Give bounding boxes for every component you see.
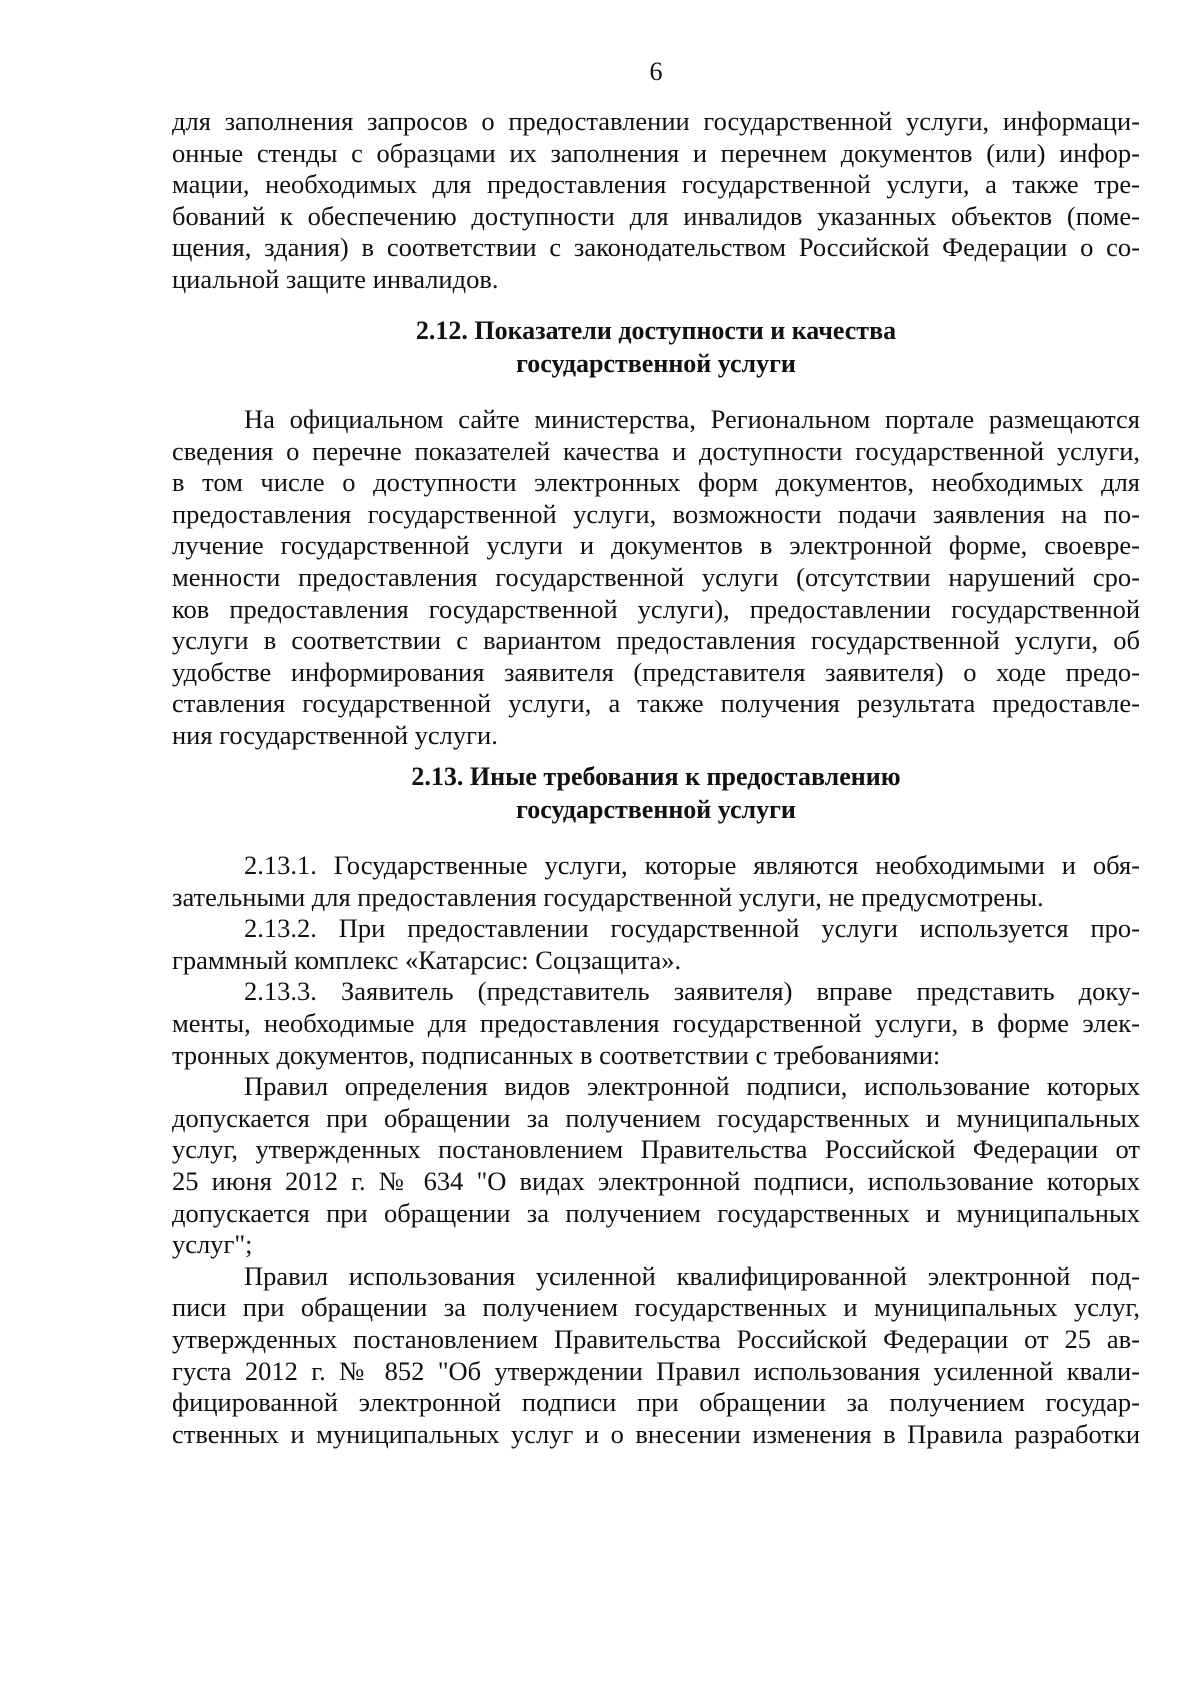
paragraph-line: удобстве информирования заявителя (представителя заявителя) о ходе предо- — [172, 656, 1140, 687]
paragraph-line: щения, здания) в соответствии с законодательством Российской Федерации о со- — [172, 232, 1140, 263]
paragraph-line: менты, необходимые для предоставления государственной услуги, в форме элек- — [172, 1007, 1140, 1038]
section-heading-2-12 — [172, 314, 1140, 380]
paragraph-line: ков предоставления государственной услуги), предоставлении государственной — [172, 593, 1140, 624]
paragraph-line: для заполнения запросов о предоставлении государственной услуги, информаци- — [172, 106, 1140, 136]
paragraph-line: ставления государственной услуги, а также получения результата предоставле- — [172, 688, 1140, 719]
paragraph-line: циальной защите инвалидов. — [172, 263, 499, 294]
heading-line: 2.12. Показатели доступности и качества — [415, 316, 897, 345]
paragraph-line: допускается при обращении за получением государственных и муниципальных — [172, 1102, 1140, 1133]
paragraph-line: Правил определения видов электронной подписи, использование которых — [244, 1071, 1140, 1102]
paragraph-line: Правил использования усиленной квалифицированной электронной под- — [244, 1260, 1140, 1291]
paragraph-line: допускается при обращении за получением государственных и муниципальных — [172, 1197, 1140, 1228]
paragraph-line: ственных и муниципальных услуг и о внесении изменения в Правила разработки — [172, 1418, 1140, 1449]
paragraph-line: 2.13.1. Государственные услуги, которые являются необходимыми и обя- — [244, 850, 1140, 880]
paragraph-line: предоставления государственной услуги, возможности подачи заявления на по- — [172, 498, 1140, 529]
paragraph-line: 25 июня 2012 г. № 634 "О видах электронной подписи, использование которых — [172, 1165, 1140, 1196]
paragraph-line: 2.13.2. При предоставлении государственной услуги используется про- — [244, 913, 1140, 944]
paragraph-line: услуги в соответствии с вариантом предоставления государственной услуги, об — [172, 625, 1140, 656]
paragraph-line: тронных документов, подписанных в соответствии с требованиями: — [172, 1039, 941, 1070]
paragraph-line: мации, необходимых для предоставления государственной услуги, а также тре- — [172, 169, 1140, 200]
paragraph-line: фицированной электронной подписи при обращении за получением государ- — [172, 1387, 1140, 1418]
page-number: 6 — [649, 57, 663, 86]
paragraph-line: онные стенды с образцами их заполнения и перечнем документов (или) инфор- — [172, 137, 1140, 168]
heading-line: государственной услуги — [516, 349, 796, 378]
paragraph-line: утвержденных постановлением Правительства Российской Федерации от 25 ав- — [172, 1323, 1140, 1354]
paragraph-line: 2.13.3. Заявитель (представитель заявителя) вправе представить доку- — [244, 976, 1140, 1007]
paragraph-line: граммный комплекс «Катарсис: Соцзащита». — [172, 944, 682, 975]
paragraph-line: зательными для предоставления государственной услуги, не предусмотрены. — [172, 881, 1044, 912]
section-heading-2-13 — [172, 760, 1140, 826]
heading-line: 2.13. Иные требования к предоставлению — [411, 762, 901, 791]
paragraph-line: бований к обеспечению доступности для инвалидов указанных объектов (поме- — [172, 200, 1140, 231]
section-2-13-body — [172, 850, 1140, 1450]
paragraph-line: писи при обращении за получением государственных и муниципальных услуг, — [172, 1292, 1140, 1323]
paragraph-line: На официальном сайте министерства, Региональном портале размещаются — [244, 404, 1140, 434]
section-2-12-paragraph — [172, 404, 1140, 752]
paragraph-line: густа 2012 г. № 852 "Об утверждении Правил использования усиленной квали- — [172, 1355, 1140, 1386]
paragraph-line: менности предоставления государственной услуги (отсутствии нарушений сро- — [172, 561, 1140, 592]
heading-line: государственной услуги — [516, 795, 796, 824]
paragraph-line: услуг"; — [172, 1229, 253, 1260]
paragraph-line: лучение государственной услуги и документов в электронной форме, своевре- — [172, 530, 1140, 561]
paragraph-line: услуг, утвержденных постановлением Правительства Российской Федерации от — [172, 1134, 1140, 1165]
intro-paragraph — [172, 106, 1140, 296]
paragraph-line: ния государственной услуги. — [172, 719, 498, 750]
paragraph-line: в том числе о доступности электронных форм документов, необходимых для — [172, 467, 1140, 498]
paragraph-line: сведения о перечне показателей качества и доступности государственной услуги, — [172, 435, 1140, 466]
